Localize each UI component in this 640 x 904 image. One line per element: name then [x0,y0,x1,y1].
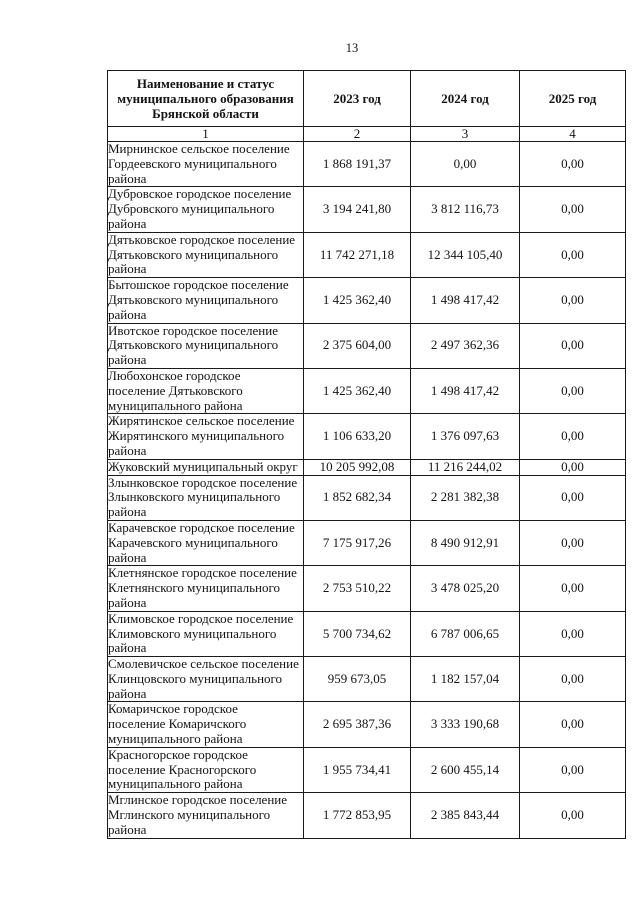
table-row [108,414,626,459]
municipality-name: Жуковский муниципальный округ [108,459,304,475]
column-number-4: 4 [520,127,626,142]
municipality-name: Карачевское городское поселение Карачевского муниципального района [108,520,304,565]
value-2025: 0,00 [520,459,626,475]
municipality-name: Ивотское городское поселение Дятьковского муниципального района [108,323,304,368]
value-2025: 0,00 [520,747,626,792]
column-number-1: 1 [108,127,304,142]
value-2023: 5 700 734,62 [304,611,411,656]
allocation-table [107,70,626,839]
municipality-name: Мирнинское сельское поселение Гордеевского муниципального района [108,142,304,187]
table-row [108,368,626,413]
table-row [108,520,626,565]
header-2024: 2024 год [411,71,520,127]
value-2023: 10 205 992,08 [304,459,411,475]
municipality-name: Мглинское городское поселение Мглинского муниципального района [108,793,304,838]
table-row [108,475,626,520]
value-2023: 2 375 604,00 [304,323,411,368]
value-2024: 12 344 105,40 [411,232,520,277]
value-2023: 1 106 633,20 [304,414,411,459]
table-row [108,657,626,702]
value-2023: 2 695 387,36 [304,702,411,747]
value-2023: 3 194 241,80 [304,187,411,232]
value-2024: 2 497 362,36 [411,323,520,368]
value-2025: 0,00 [520,278,626,323]
value-2024: 0,00 [411,142,520,187]
table-row [108,566,626,611]
value-2024: 1 498 417,42 [411,368,520,413]
municipality-name: Красногорское городское поселение Красногорского муниципального района [108,747,304,792]
table-row [108,702,626,747]
value-2023: 1 955 734,41 [304,747,411,792]
value-2023: 1 852 682,34 [304,475,411,520]
value-2025: 0,00 [520,187,626,232]
value-2024: 6 787 006,65 [411,611,520,656]
value-2025: 0,00 [520,323,626,368]
value-2024: 3 333 190,68 [411,702,520,747]
column-number-3: 3 [411,127,520,142]
value-2023: 7 175 917,26 [304,520,411,565]
table-row [108,278,626,323]
table-row [108,611,626,656]
table-row [108,323,626,368]
municipality-name: Бытошское городское поселение Дятьковского муниципального района [108,278,304,323]
municipality-name: Дубровское городское поселение Дубровского муниципального района [108,187,304,232]
value-2025: 0,00 [520,566,626,611]
value-2024: 8 490 912,91 [411,520,520,565]
municipality-name: Злынковское городское поселение Злынковского муниципального района [108,475,304,520]
value-2024: 11 216 244,02 [411,459,520,475]
value-2025: 0,00 [520,368,626,413]
table-row [108,459,626,475]
value-2023: 959 673,05 [304,657,411,702]
municipality-name: Любохонское городское поселение Дятьковского муниципального района [108,368,304,413]
column-number-2: 2 [304,127,411,142]
municipality-name: Жирятинское сельское поселение Жирятинского муниципального района [108,414,304,459]
value-2024: 1 376 097,63 [411,414,520,459]
value-2025: 0,00 [520,232,626,277]
value-2025: 0,00 [520,520,626,565]
value-2025: 0,00 [520,793,626,838]
value-2024: 2 281 382,38 [411,475,520,520]
value-2023: 1 425 362,40 [304,278,411,323]
header-municipality: Наименование и статус муниципального образования Брянской области [108,71,304,127]
header-2025: 2025 год [520,71,626,127]
table-row [108,142,626,187]
column-number-row [108,127,626,142]
municipality-name: Климовское городское поселение Климовского муниципального района [108,611,304,656]
value-2023: 11 742 271,18 [304,232,411,277]
value-2023: 1 425 362,40 [304,368,411,413]
value-2025: 0,00 [520,475,626,520]
value-2024: 2 385 843,44 [411,793,520,838]
table-row [108,747,626,792]
value-2024: 3 478 025,20 [411,566,520,611]
value-2024: 1 182 157,04 [411,657,520,702]
value-2025: 0,00 [520,142,626,187]
header-2023: 2023 год [304,71,411,127]
value-2024: 3 812 116,73 [411,187,520,232]
value-2025: 0,00 [520,414,626,459]
value-2025: 0,00 [520,657,626,702]
value-2025: 0,00 [520,702,626,747]
value-2024: 2 600 455,14 [411,747,520,792]
table-header-row [108,71,626,127]
municipality-name: Смолевичское сельское поселение Клинцовского муниципального района [108,657,304,702]
municipality-name: Комаричское городское поселение Комаричского муниципального района [108,702,304,747]
table-row [108,187,626,232]
municipality-name: Клетнянское городское поселение Клетнянского муниципального района [108,566,304,611]
page-number: 13 [345,41,359,55]
municipality-name: Дятьковское городское поселение Дятьковского муниципального района [108,232,304,277]
table-row [108,232,626,277]
value-2023: 2 753 510,22 [304,566,411,611]
value-2024: 1 498 417,42 [411,278,520,323]
value-2023: 1 772 853,95 [304,793,411,838]
table-row [108,793,626,838]
value-2025: 0,00 [520,611,626,656]
value-2023: 1 868 191,37 [304,142,411,187]
